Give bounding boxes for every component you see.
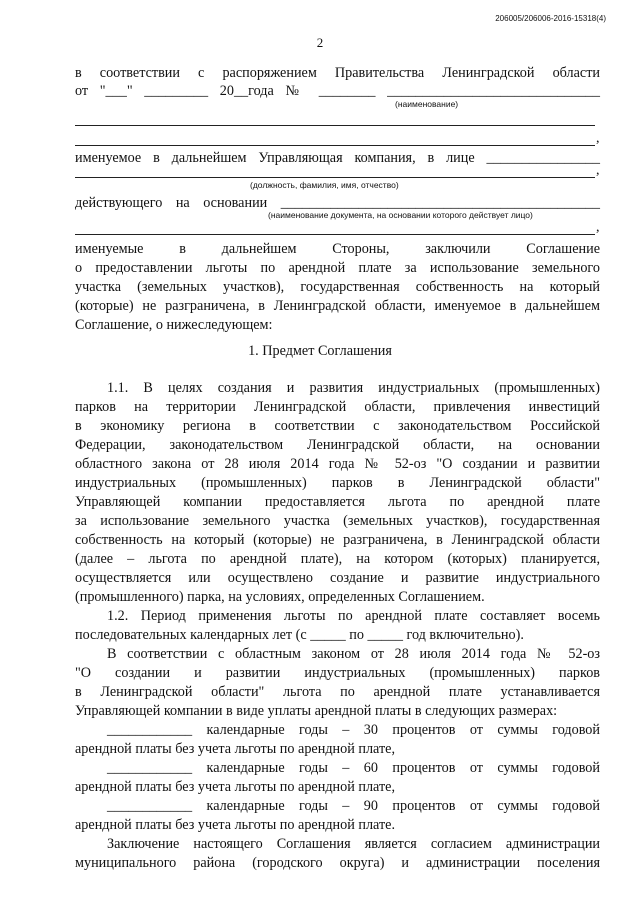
intro-line-3: именуемое в дальнейшем Управляющая компания, в лице ________________	[75, 150, 600, 166]
caption-name: (наименование)	[395, 99, 459, 109]
clause-1-1-line: индустриальных (промышленных) парков в Ленинградской области"	[75, 475, 600, 491]
conclusion-line: Заключение настоящего Соглашения является согласием администрации	[107, 836, 600, 852]
clause-1-2-line: 1.2. Период применения льготы по арендной плате составляет восемь	[107, 608, 600, 624]
clause-1-1-line: собственность на который (которые) не разграничена, в Ленинградской области	[75, 532, 600, 548]
caption-basis: (наименование документа, на основании которого действует лицо)	[268, 210, 533, 220]
blank-line	[75, 234, 595, 235]
rate-line: ____________ календарные годы – 30 процентов от суммы годовой	[107, 722, 600, 738]
clause-1-1-line: 1.1. В целях создания и развития индустриальных (промышленных)	[107, 380, 600, 396]
blank-line	[75, 145, 595, 146]
clause-1-1-line: в экономику региона в соответствии с законодательством Российской	[75, 418, 600, 434]
clause-1-1-line: за использование земельного участка (земельных участков), государственная	[75, 513, 600, 529]
caption-position: (должность, фамилия, имя, отчество)	[250, 180, 399, 190]
clause-1-1-line: областного закона от 28 июля 2014 года № 52-оз "О создании и развитии	[75, 456, 600, 472]
parties-line-1: именуемые в дальнейшем Стороны, заключили Соглашение	[75, 241, 600, 257]
clause-1-1-line: (промышленного) парка, на условиях, определенных Соглашением.	[75, 589, 485, 605]
parties-line-5: Соглашение, о нижеследующем:	[75, 317, 273, 333]
law-paragraph-line: В соответствии с областным законом от 28 июля 2014 года № 52-оз	[107, 646, 600, 662]
section-heading: 1. Предмет Соглашения	[248, 343, 392, 359]
comma: ,	[596, 131, 600, 146]
clause-1-1-line: парков на территории Ленинградской области, привлечения инвестиций	[75, 399, 600, 415]
clause-1-1-line: Федерации, законодательством Ленинградской области, на основании	[75, 437, 600, 453]
comma: ,	[596, 163, 600, 178]
blank-line	[75, 177, 595, 178]
blank-line	[75, 125, 595, 126]
law-paragraph-line: в Ленинградской области" льгота по арендной плате устанавливается	[75, 684, 600, 700]
intro-line-2: от "___" _________ 20__года № ________ ______________________________	[75, 83, 600, 99]
clause-1-1-line: Управляющей компании предоставляется льгота по арендной плате	[75, 494, 600, 510]
intro-line-1: в соответствии с распоряжением Правительства Ленинградской области	[75, 65, 600, 81]
page-number: 2	[316, 35, 324, 50]
clause-1-1-line: осуществляется или осуществлено создание и развитие индустриального	[75, 570, 600, 586]
intro-line-4: действующего на основании _____________________________________________	[75, 195, 600, 211]
rate-line: ____________ календарные годы – 90 процентов от суммы годовой	[107, 798, 600, 814]
parties-line-4: (которые) не разграничена, в Ленинградской области, именуемое в дальнейшем	[75, 298, 600, 314]
document-code: 206005/206006-2016-15318(4)	[495, 14, 606, 23]
parties-line-2: о предоставлении льготы по арендной плате за использование земельного	[75, 260, 600, 276]
rate-line: арендной платы без учета льготы по арендной плате,	[75, 779, 396, 795]
rate-line: ____________ календарные годы – 60 процентов от суммы годовой	[107, 760, 600, 776]
comma: ,	[596, 220, 600, 235]
rate-line: арендной платы без учета льготы по арендной плате.	[75, 817, 396, 833]
conclusion-line: муниципального района (городского округа) и администрации поселения	[75, 855, 600, 871]
parties-line-3: участка (земельных участков), государственная собственность на который	[75, 279, 600, 295]
clause-1-1-line: (далее – льгота по арендной плате), на котором (которых) планируется,	[75, 551, 600, 567]
law-paragraph-line: "О создании и развитии индустриальных (промышленных) парков	[75, 665, 600, 681]
clause-1-2-line: последовательных календарных лет (с _____ по _____ год включительно).	[75, 627, 524, 643]
rate-line: арендной платы без учета льготы по арендной плате,	[75, 741, 396, 757]
law-paragraph-line: Управляющей компании в виде уплаты арендной платы в следующих размерах:	[75, 703, 558, 719]
